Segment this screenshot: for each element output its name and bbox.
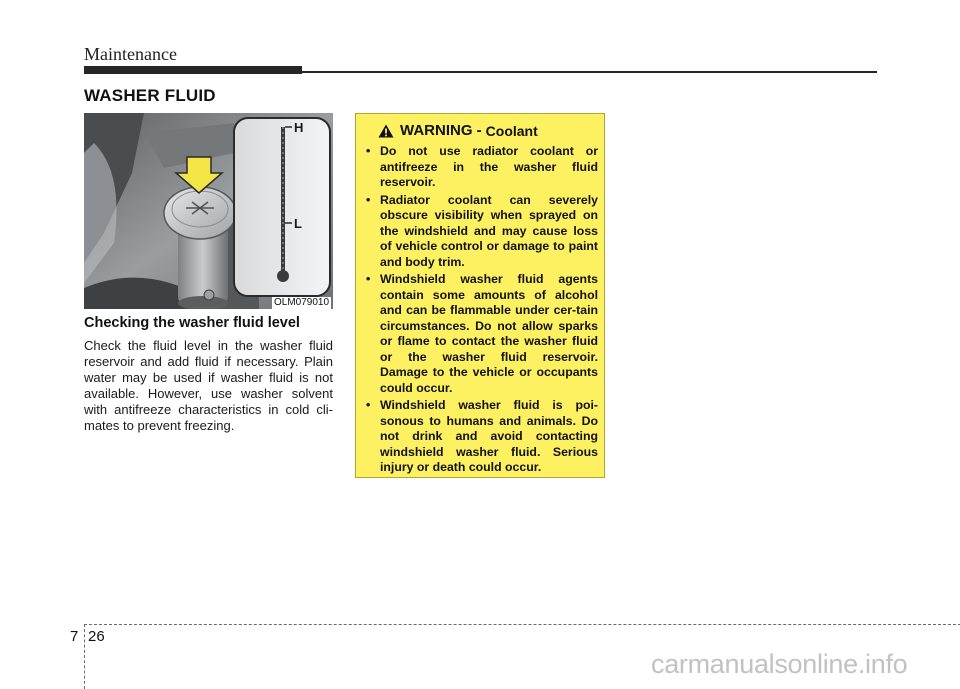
reservoir-drawing <box>84 113 333 309</box>
gauge-low-label: L <box>294 216 302 231</box>
warning-item <box>364 272 598 396</box>
warning-subtitle: Coolant <box>485 122 538 139</box>
footer-divider <box>84 624 85 689</box>
footer-rule <box>84 624 960 625</box>
warning-item-text: Windshield washer fluid agents contain some amounts of alcohol and can be flammable under cer-tain circumstances. Do not allow sparks or flame to contact the washer fluid or the washer fluid reservoir. Damage to the vehicle or occupants could occur. <box>380 272 598 395</box>
gauge-high-label: H <box>294 120 304 135</box>
header-rule <box>300 71 877 73</box>
page-number: 26 <box>88 628 105 645</box>
bullet-icon: • <box>366 272 371 286</box>
watermark: carmanualsonline.info <box>651 649 908 679</box>
header-title: Maintenance <box>84 44 177 64</box>
warning-item <box>364 144 598 191</box>
warning-item <box>364 398 598 476</box>
warning-list <box>364 144 598 476</box>
warning-item-text: Windshield washer fluid is poi-sonous to humans and animals. Do not drink and avoid contacting windshield washer fluid. Serious injury or death could occur. <box>380 398 598 474</box>
bullet-icon: • <box>366 144 371 158</box>
bullet-icon: • <box>366 192 371 207</box>
warning-item-text: Do not use radiator coolant or antifreeze in the washer fluid reservoir. <box>380 144 598 189</box>
chapter-number: 7 <box>70 628 79 645</box>
warning-box <box>355 113 605 478</box>
section-title: WASHER FLUID <box>84 86 216 105</box>
warning-triangle-icon <box>378 124 394 138</box>
header-bar <box>84 66 302 74</box>
bullet-icon: • <box>366 398 371 412</box>
warning-item <box>364 193 598 271</box>
warning-header <box>378 122 598 139</box>
figure-code: OLM079010 <box>274 297 330 308</box>
sub-heading: Checking the washer fluid level <box>84 315 300 331</box>
warning-title: WARNING - <box>400 122 482 139</box>
body-paragraph: Check the fluid level in the washer fluid reservoir and add fluid if necessary. Plain water may be used if washer fluid is not available. However, use washer solvent with antifreeze characteristics in cold cli-mates to prevent freezing. <box>84 338 333 433</box>
washer-fluid-reservoir-illustration <box>84 113 333 309</box>
warning-item-text: Radiator coolant can severely obscure visibility when sprayed on the windshield and may cause loss of vehicle control or damage to paint and body trim. <box>380 192 598 269</box>
